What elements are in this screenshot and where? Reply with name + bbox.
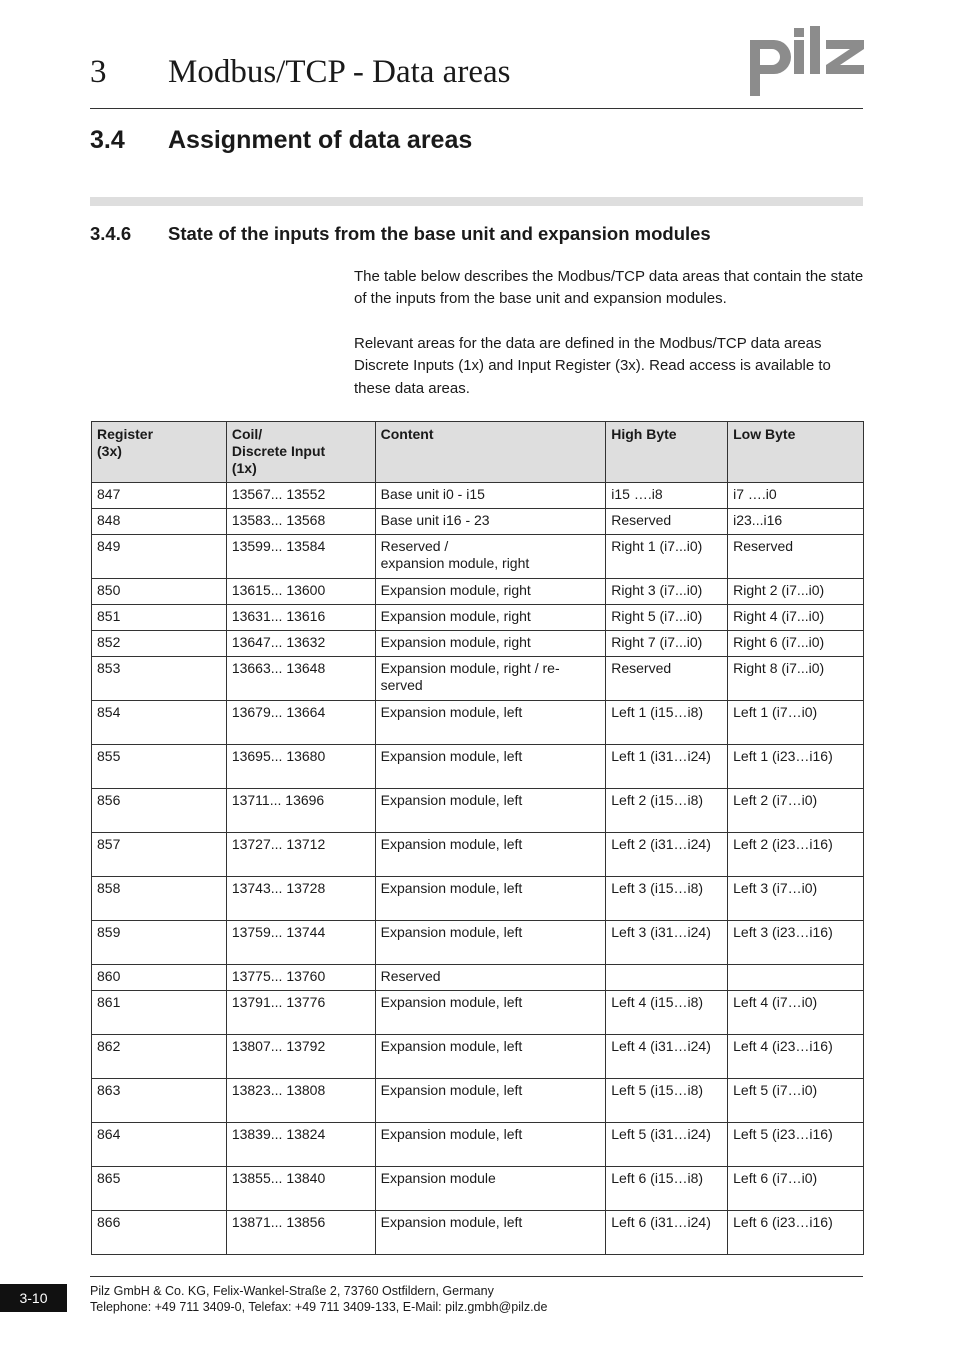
footer-line-company: Pilz GmbH & Co. KG, Felix-Wankel-Straße 2, 73760 Ostfildern, Germany [90, 1284, 494, 1298]
table-cell: Right 5 (i7...i0) [606, 605, 728, 631]
table-header-row [92, 422, 864, 483]
table-cell: Expansion module, left [375, 745, 606, 789]
table-cell: Left 3 (i31…i24) [606, 921, 728, 965]
table-cell: 853 [92, 657, 227, 701]
table-cell: 13775... 13760 [226, 965, 375, 991]
table-cell: Left 2 (i31…i24) [606, 833, 728, 877]
table-cell: Reserved / expansion module, right [375, 535, 606, 579]
table-row [92, 1079, 864, 1123]
table-cell: 13823... 13808 [226, 1079, 375, 1123]
table-cell: 865 [92, 1167, 227, 1211]
column-header-line: Content [380, 426, 434, 442]
table-cell: 13791... 13776 [226, 991, 375, 1035]
table-row [92, 657, 864, 701]
table-cell: i15 ….i8 [606, 483, 728, 509]
table-cell: Left 4 (i31…i24) [606, 1035, 728, 1079]
page-number: 3-10 [0, 1284, 67, 1312]
table-cell: Expansion module, right [375, 579, 606, 605]
table-row [92, 833, 864, 877]
column-header-line: High Byte [611, 426, 677, 442]
table-cell: 13663... 13648 [226, 657, 375, 701]
table-cell: Left 5 (i23…i16) [728, 1123, 864, 1167]
table-cell: Expansion module [375, 1167, 606, 1211]
table-cell: Left 3 (i23…i16) [728, 921, 864, 965]
input-data-table [91, 421, 864, 1255]
table-cell: 862 [92, 1035, 227, 1079]
footer-line-contact: Telephone: +49 711 3409-0, Telefax: +49 711 3409-133, E-Mail: pilz.gmbh@pilz.de [90, 1300, 548, 1314]
table-cell: 13647... 13632 [226, 631, 375, 657]
table-cell: Expansion module, left [375, 921, 606, 965]
table-cell: Left 6 (i31…i24) [606, 1211, 728, 1255]
table-cell: Left 2 (i7…i0) [728, 789, 864, 833]
column-header [728, 422, 864, 483]
pilz-logo [748, 22, 866, 96]
table-row [92, 1035, 864, 1079]
table-cell: Left 2 (i23…i16) [728, 833, 864, 877]
table-row [92, 745, 864, 789]
column-header-line: Coil/ [231, 426, 263, 442]
table-cell: Expansion module, left [375, 1035, 606, 1079]
table-cell: 866 [92, 1211, 227, 1255]
table-cell: Expansion module, right [375, 605, 606, 631]
section-title: Assignment of data areas [168, 126, 473, 154]
chapter-title: Modbus/TCP - Data areas [168, 54, 511, 90]
table-cell: Left 5 (i15…i8) [606, 1079, 728, 1123]
table-cell: Expansion module, right / re- served [375, 657, 606, 701]
table-cell [606, 965, 728, 991]
table-row [92, 631, 864, 657]
table-cell: 13871... 13856 [226, 1211, 375, 1255]
table-cell: Left 4 (i7…i0) [728, 991, 864, 1035]
table-cell: Expansion module, left [375, 789, 606, 833]
table-cell: 847 [92, 483, 227, 509]
table-row [92, 1167, 864, 1211]
table-cell: 856 [92, 789, 227, 833]
table-cell: 859 [92, 921, 227, 965]
table-cell [728, 965, 864, 991]
section-number: 3.4 [90, 126, 125, 154]
column-header [226, 422, 375, 483]
table-row [92, 535, 864, 579]
table-cell: 851 [92, 605, 227, 631]
table-cell: Expansion module, left [375, 701, 606, 745]
table-cell: Left 5 (i31…i24) [606, 1123, 728, 1167]
table-cell: 13695... 13680 [226, 745, 375, 789]
table-cell: Right 4 (i7...i0) [728, 605, 864, 631]
table-cell: 863 [92, 1079, 227, 1123]
column-header-line: Register [97, 426, 154, 442]
table-row [92, 921, 864, 965]
table-cell: 860 [92, 965, 227, 991]
table-cell: 13727... 13712 [226, 833, 375, 877]
table-cell: Left 1 (i23…i16) [728, 745, 864, 789]
column-header [375, 422, 606, 483]
table-cell: Right 6 (i7...i0) [728, 631, 864, 657]
table-cell: Left 2 (i15…i8) [606, 789, 728, 833]
table-cell: 855 [92, 745, 227, 789]
table-cell: Left 1 (i7…i0) [728, 701, 864, 745]
table-cell: 13711... 13696 [226, 789, 375, 833]
table-cell: 13759... 13744 [226, 921, 375, 965]
table-row [92, 509, 864, 535]
table-cell: Left 1 (i31…i24) [606, 745, 728, 789]
table-cell: 857 [92, 833, 227, 877]
table-cell: Base unit i16 - 23 [375, 509, 606, 535]
table-cell: 13743... 13728 [226, 877, 375, 921]
column-header [606, 422, 728, 483]
table-row [92, 605, 864, 631]
table-cell: Left 5 (i7…i0) [728, 1079, 864, 1123]
table-cell: Reserved [375, 965, 606, 991]
table-cell: Base unit i0 - i15 [375, 483, 606, 509]
table-cell: Reserved [606, 509, 728, 535]
table-row [92, 579, 864, 605]
table-cell: 850 [92, 579, 227, 605]
table-row [92, 483, 864, 509]
table-cell: 13583... 13568 [226, 509, 375, 535]
footer-address [90, 1283, 547, 1315]
table-cell: i7 ….i0 [728, 483, 864, 509]
table-cell: Expansion module, right [375, 631, 606, 657]
table-row [92, 1123, 864, 1167]
table-cell: Expansion module, left [375, 991, 606, 1035]
column-header-line: Low Byte [733, 426, 796, 442]
chapter-number: 3 [90, 54, 107, 90]
table-cell: 13631... 13616 [226, 605, 375, 631]
table-cell: Expansion module, left [375, 1211, 606, 1255]
table-row [92, 1211, 864, 1255]
table-cell: 854 [92, 701, 227, 745]
table-cell: Left 3 (i15…i8) [606, 877, 728, 921]
table-cell: i23...i16 [728, 509, 864, 535]
table-cell: Reserved [606, 657, 728, 701]
table-cell: Left 4 (i23…i16) [728, 1035, 864, 1079]
table-cell: 13807... 13792 [226, 1035, 375, 1079]
table-cell: Expansion module, left [375, 833, 606, 877]
table-cell: Left 3 (i7…i0) [728, 877, 864, 921]
table-cell: 858 [92, 877, 227, 921]
column-header-line: Discrete Input [231, 443, 326, 459]
table-row [92, 991, 864, 1035]
column-header-line: (1x) [231, 460, 257, 476]
table-cell: 13599... 13584 [226, 535, 375, 579]
table-cell: Right 3 (i7...i0) [606, 579, 728, 605]
column-header [92, 422, 227, 483]
footer-rule [90, 1276, 863, 1277]
table-cell: Left 6 (i7…i0) [728, 1167, 864, 1211]
column-header-line: (3x) [97, 443, 122, 459]
table-cell: 13839... 13824 [226, 1123, 375, 1167]
subsection-title: State of the inputs from the base unit and expansion modules [168, 223, 711, 244]
table-cell: 13679... 13664 [226, 701, 375, 745]
table-cell: 13567... 13552 [226, 483, 375, 509]
table-row [92, 965, 864, 991]
table-cell: 848 [92, 509, 227, 535]
table-cell: Left 6 (i15…i8) [606, 1167, 728, 1211]
table-cell: 852 [92, 631, 227, 657]
table-cell: 13855... 13840 [226, 1167, 375, 1211]
table-row [92, 789, 864, 833]
table-row [92, 877, 864, 921]
table-cell: Expansion module, left [375, 1079, 606, 1123]
table-cell: Right 1 (i7...i0) [606, 535, 728, 579]
table-cell: 864 [92, 1123, 227, 1167]
table-cell: Right 2 (i7...i0) [728, 579, 864, 605]
subsection-number: 3.4.6 [90, 223, 132, 244]
table-cell: Right 8 (i7...i0) [728, 657, 864, 701]
access-paragraph: Relevant areas for the data are defined in the Modbus/TCP data areas Discrete Inputs (1x) and Input Register (3x). Read access is available to these data areas. [354, 335, 831, 397]
table-cell: 861 [92, 991, 227, 1035]
table-cell: Expansion module, left [375, 1123, 606, 1167]
table-cell: Left 1 (i15…i8) [606, 701, 728, 745]
table-cell: 13615... 13600 [226, 579, 375, 605]
table-cell: Left 4 (i15…i8) [606, 991, 728, 1035]
table-row [92, 701, 864, 745]
header-rule [90, 108, 863, 109]
table-cell: Right 7 (i7...i0) [606, 631, 728, 657]
table-cell: 849 [92, 535, 227, 579]
intro-paragraph: The table below describes the Modbus/TCP data areas that contain the state of the inputs from the base unit and expansion modules. [354, 268, 864, 308]
table-cell: Expansion module, left [375, 877, 606, 921]
table-cell: Left 6 (i23…i16) [728, 1211, 864, 1255]
section-divider [90, 197, 863, 206]
table-cell: Reserved [728, 535, 864, 579]
